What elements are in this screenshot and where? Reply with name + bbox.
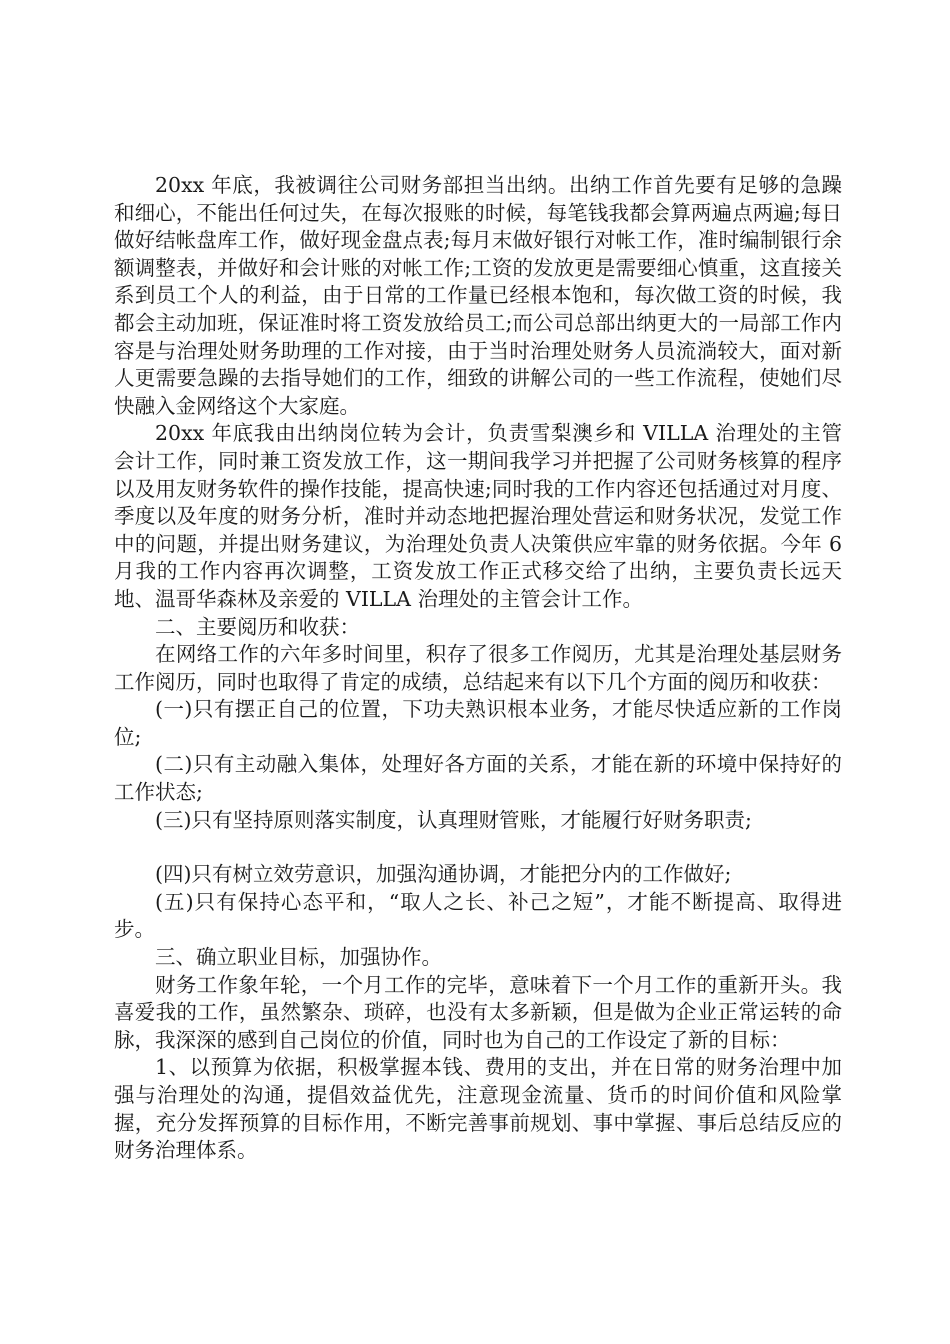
document-body: [114, 172, 842, 1165]
paragraph-experience-intro: 在网络工作的六年多时间里，积存了很多工作阅历，尤其是治理处基层财务工作阅历，同时也取得了肯定的成绩，总结起来有以下几个方面的阅历和收获：: [114, 642, 842, 694]
section-heading-experience: 二、主要阅历和收获：: [155, 614, 360, 639]
list-item-goal-1: 1、以预算为依据，积极掌握本钱、费用的支出，并在日常的财务治理中加强与治理处的沟通，提倡效益优先，注意现金流量、货币的时间价值和风险掌握，充分发挥预算的目标作用，不断完善事前规划、事中掌握、事后总结反应的财务治理体系。: [114, 1055, 842, 1163]
list-item-experience-1: (一)只有摆正自己的位置，下功夫熟识根本业务，才能尽快适应新的工作岗位;: [114, 697, 842, 749]
section-heading-goals: 三、确立职业目标，加强协作。: [155, 945, 442, 970]
paragraph-accountant-work: 20xx 年底我由出纳岗位转为会计，负责雪梨澳乡和 VILLA 治理处的主管会计工作，同时兼工资发放工作，这一期间我学习并把握了公司财务核算的程序以及用友财务软件的操作技能，提高快速;同时我的工作内容还包括通过对月度、季度以及年度的财务分析，准时并动态地把握治理处营运和财务状况，发觉工作中的问题，并提出财务建议，为治理处负责人决策供应牢靠的财务依据。今年 6 月我的工作内容再次调整，工资发放工作正式移交给了出纳，主要负责长远天地、温哥华森林及亲爱的 VILLA 治理处的主管会计工作。: [114, 421, 842, 611]
list-item-experience-5: (五)只有保持心态平和，“取人之长、补己之短”，才能不断提高、取得进步。: [114, 889, 842, 942]
list-item-experience-3: (三)只有坚持原则落实制度，认真理财管账，才能履行好财务职责;: [155, 807, 752, 832]
paragraph-cashier-work: 20xx 年底，我被调往公司财务部担当出纳。出纳工作首先要有足够的急躁和细心，不能出任何过失，在每次报账的时候，每笔钱我都会算两遍点两遍;每日做好结帐盘库工作，做好现金盘点表;每月末做好银行对帐工作，准时编制银行余额调整表，并做好和会计账的对帐工作;工资的发放更是需要细心慎重，这直接关系到员工个人的利益，由于日常的工作量已经根本饱和，每次做工资的时候，我都会主动加班，保证准时将工资发放给员工;而公司总部出纳更大的一局部工作内容是与治理处财务助理的工作对接，由于当时治理处财务人员流淌较大，面对新人更需要急躁的去指导她们的工作，细致的讲解公司的一些工作流程，使她们尽快融入金网络这个大家庭。: [114, 173, 842, 418]
list-item-experience-4: (四)只有树立效劳意识，加强沟通协调，才能把分内的工作做好;: [155, 862, 732, 887]
paragraph-goals-intro: 财务工作象年轮，一个月工作的完毕，意味着下一个月工作的重新开头。我喜爱我的工作，虽然繁杂、琐碎，也没有太多新颖，但是做为企业正常运转的命脉，我深深的感到自己岗位的价值，同时也为自己的工作设定了新的目标：: [114, 972, 842, 1052]
list-item-experience-2: (二)只有主动融入集体，处理好各方面的关系，才能在新的环境中保持好的工作状态;: [114, 752, 842, 805]
